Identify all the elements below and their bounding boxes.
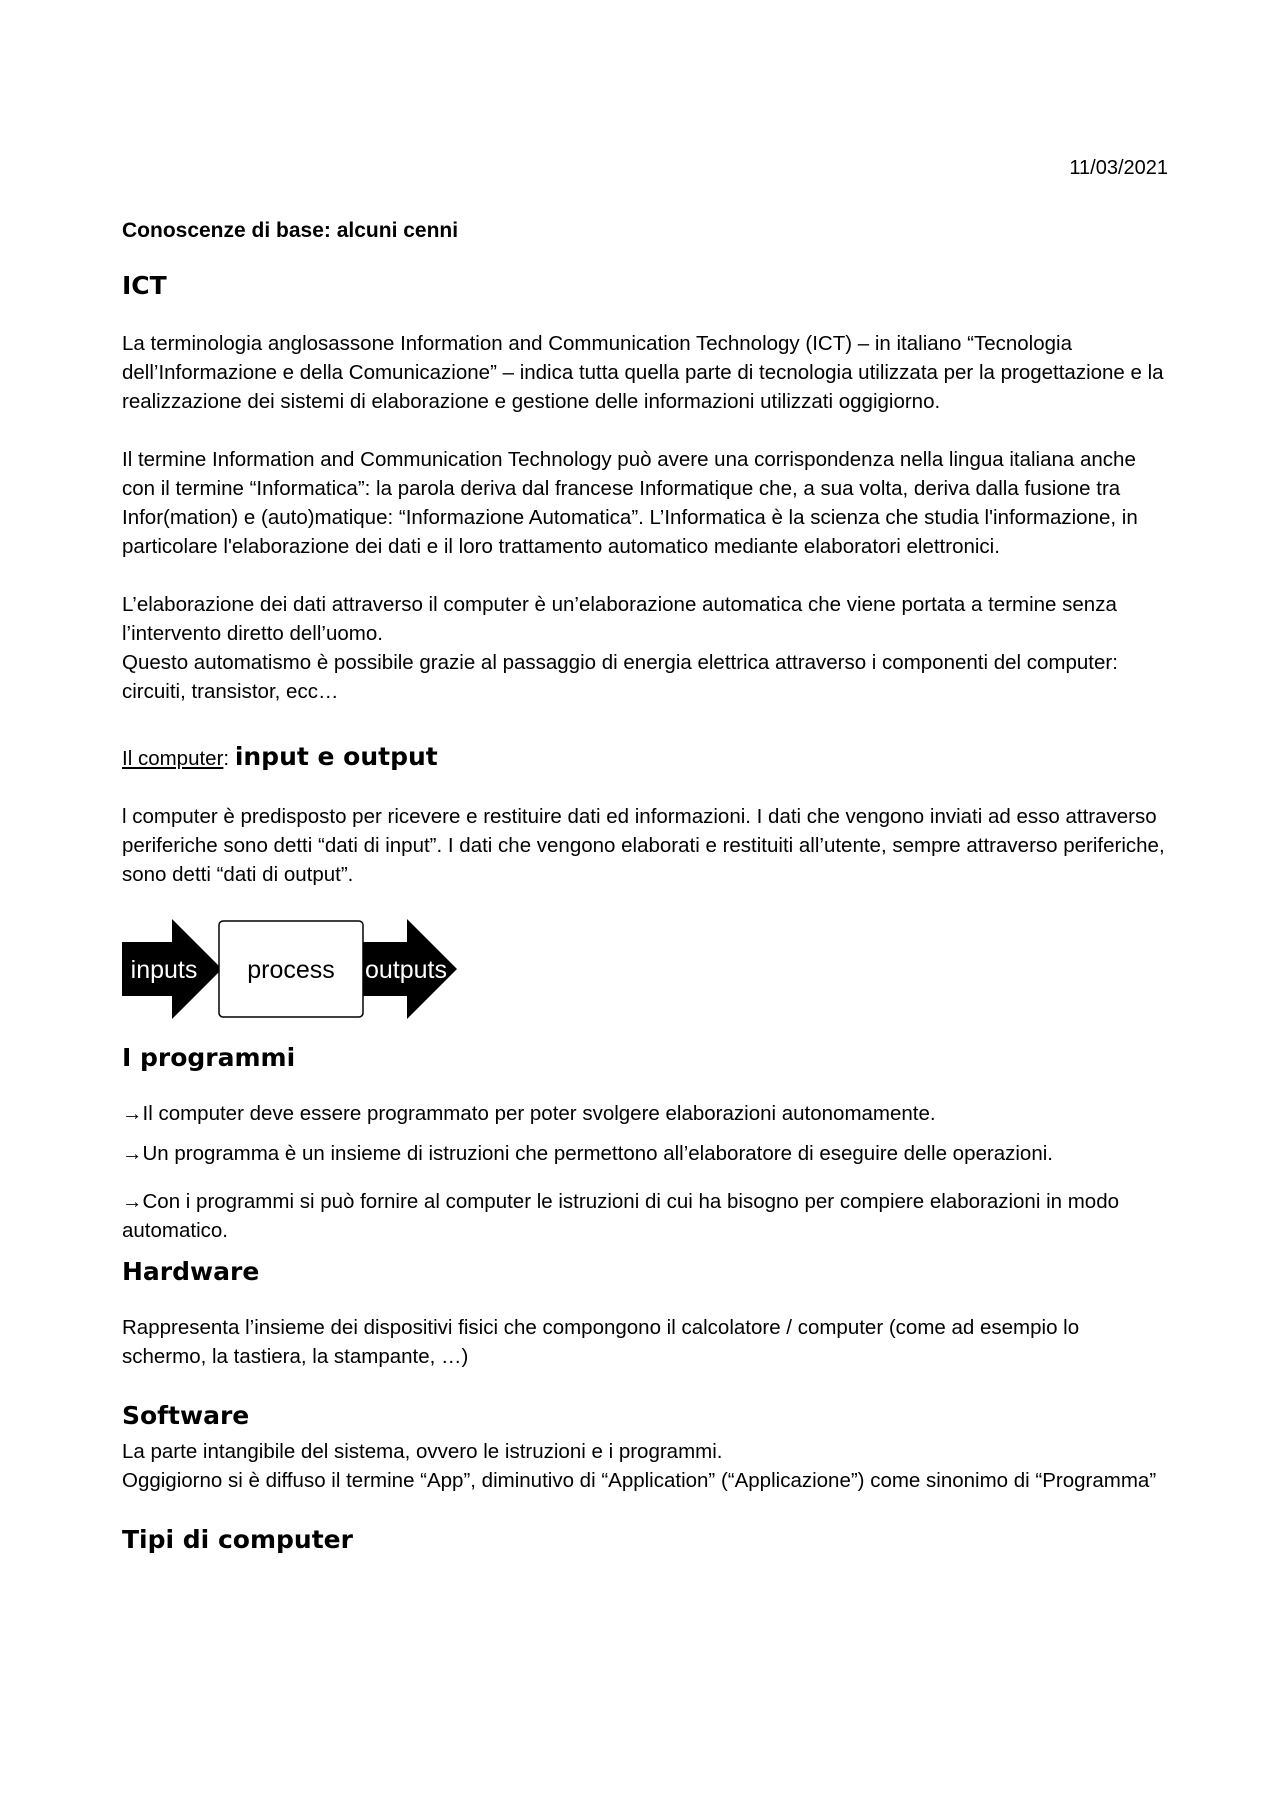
- ict-paragraph-3: L’elaborazione dei dati attraverso il computer è un’elaborazione automatica che viene portata a termine senza l’intervento diretto dell’uomo.: [122, 593, 1117, 645]
- right-arrow-icon: →: [122, 1190, 143, 1213]
- programmi-item-2: [122, 1139, 1168, 1168]
- document-body: [122, 216, 1168, 1555]
- io-diagram-svg: [122, 919, 522, 1019]
- section-tipi-computer: [122, 1525, 1168, 1555]
- programmi-list: [122, 1099, 1168, 1245]
- outputs-label: outputs: [364, 956, 448, 984]
- hardware-paragraph: Rappresenta l’insieme dei dispositivi fisici che compongono il calcolatore / computer (come ad esempio lo schermo, la tastiera, la stampante, …): [122, 1316, 1080, 1368]
- io-diagram: [122, 919, 522, 1019]
- io-paragraph: l computer è predisposto per ricevere e restituire dati ed informazioni. I dati che vengono inviati ad esso attraverso periferiche sono detti “dati di input”. I dati che vengono elaborati e restituiti all’utente, sempre attraverso periferiche, sono detti “dati di output”.: [122, 805, 1165, 886]
- inputs-label: inputs: [130, 956, 198, 984]
- ict-paragraph-4: Questo automatismo è possibile grazie al passaggio di energia elettrica attraverso i componenti del computer: circuiti, transistor, ecc…: [122, 651, 1118, 703]
- software-line-2: Oggigiorno si è diffuso il termine “App”, diminutivo di “Application” (“Applicazione”) come sinonimo di “Programma”: [122, 1469, 1157, 1492]
- heading-software: Software: [122, 1401, 250, 1430]
- programmi-item-1: [122, 1099, 1168, 1128]
- software-line-1: La parte intangibile del sistema, ovvero le istruzioni e i programmi.: [122, 1440, 723, 1463]
- right-arrow-icon: →: [122, 1142, 143, 1165]
- heading-io-main: input e output: [234, 742, 438, 771]
- ict-paragraph-2: Il termine Information and Communication Technology può avere una corrispondenza nella lingua italiana anche con il termine “Informatica”: la parola deriva dal francese Informatique che, a sua volta, deriva dalla fusione tra Infor(mation) e (auto)matique: “Informazione Automatica”. L’Informatica è la scienza che studia l'informazione, in particolare l'elaborazione dei dati e il loro trattamento automatico mediante elaboratori elettronici.: [122, 448, 1138, 558]
- heading-io-separator: :: [223, 747, 230, 770]
- section-programmi: [122, 1043, 1168, 1245]
- process-label: process: [247, 956, 335, 984]
- programmi-item-text: Un programma è un insieme di istruzioni che permettono all’elaboratore di eseguire delle operazioni.: [142, 1142, 1053, 1165]
- heading-ict: ICT: [122, 271, 167, 300]
- section-software: [122, 1401, 1168, 1495]
- heading-io-prefix: Il computer: [122, 747, 224, 770]
- right-arrow-icon: →: [122, 1102, 143, 1125]
- programmi-item-text: Il computer deve essere programmato per poter svolgere elaborazioni autonomamente.: [142, 1102, 936, 1125]
- heading-tipi-computer: Tipi di computer: [122, 1525, 353, 1554]
- programmi-item-text: Con i programmi si può fornire al computer le istruzioni di cui ha bisogno per compiere elaborazioni in modo automatico.: [122, 1190, 1120, 1242]
- heading-hardware: Hardware: [122, 1257, 260, 1286]
- heading-programmi: I programmi: [122, 1043, 296, 1072]
- programmi-item-3: [122, 1187, 1168, 1245]
- document-date: 11/03/2021: [1069, 157, 1168, 179]
- heading-input-output: [122, 742, 1168, 774]
- document-subtitle: Conoscenze di base: alcuni cenni: [122, 219, 459, 242]
- section-hardware: [122, 1257, 1168, 1371]
- section-input-output: [122, 742, 1168, 1019]
- ict-paragraph-1: La terminologia anglosassone Information and Communication Technology (ICT) – in italiano “Tecnologia dell’Informazione e della Comunicazione” – indica tutta quella parte di tecnologia utilizzata per la progettazione e la realizzazione dei sistemi di elaborazione e gestione delle informazioni utilizzati oggigiorno.: [122, 332, 1164, 413]
- section-ict: [122, 271, 1168, 706]
